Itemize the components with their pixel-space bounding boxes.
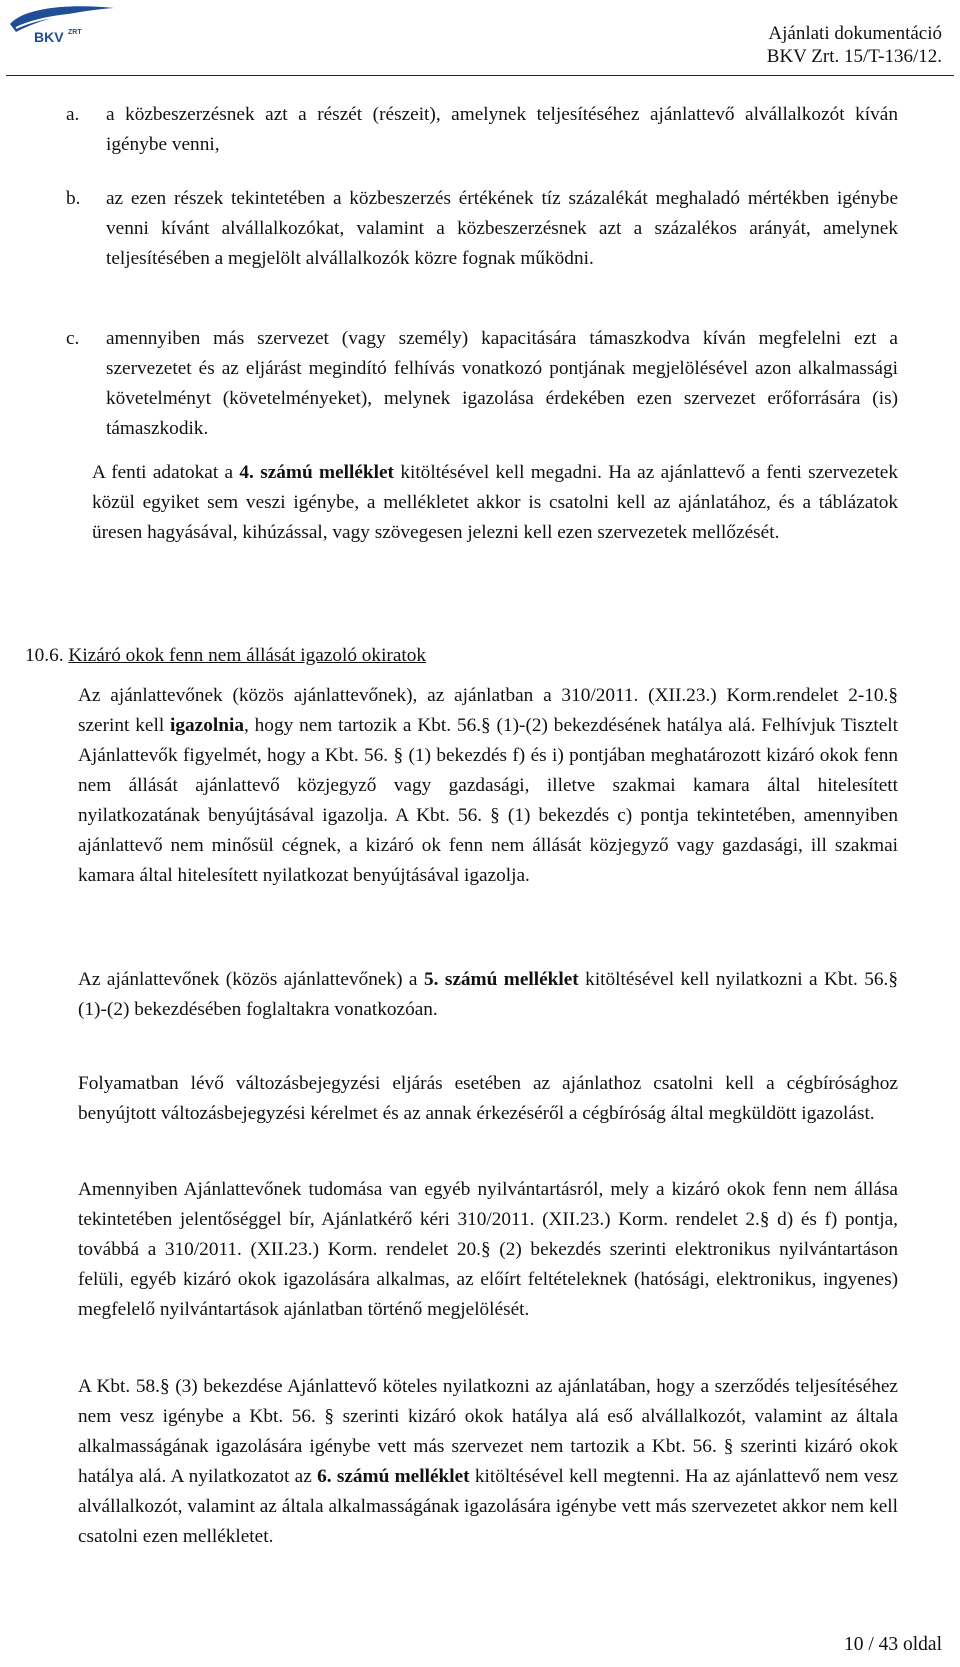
paragraph-5-melleklet [78, 965, 898, 1025]
bkv-logo [6, 2, 118, 46]
item-b-text: az ezen részek tekintetében a közbeszerzés értékének tíz százalékát meghaladó mértékben igénybe venni kívánt alvállalkozókat, valamint a közbeszerzésnek azt a százalékos arányát, amelynek teljesítésében a megjelölt alvállalkozók közre fognak működni. [106, 188, 898, 269]
logo-text: BKV [34, 29, 64, 45]
text-run: kitöltésével kell megtenni. Ha az ajánlattevő nem vesz alvállalkozót, valamint az általa alkalmasságának igazolására igénybe vett más szervezetet akkor nem kell csatolni ezen mellékletet. [78, 1466, 899, 1547]
paragraph-kbt-58 [78, 1372, 898, 1552]
doc-title: Ajánlati dokumentáció [768, 23, 942, 44]
item-b-label: b. [66, 188, 81, 209]
item-a-label: a. [66, 104, 80, 125]
text-run: Az ajánlattevőnek (közös ajánlattevőnek) a [78, 969, 424, 990]
bold-run: igazolnia [170, 715, 244, 736]
text-run: A fenti adatokat a [92, 462, 240, 483]
paragraph-fenti-adatok [92, 458, 898, 548]
bold-run: 6. számú melléklet [317, 1466, 470, 1487]
page-number: 10 / 43 oldal [843, 1634, 942, 1655]
text-run: Az ajánlattevőnek (közös ajánlattevőnek), az ajánlatban a 310/2011. (XII.23.) Korm.rendelet 2-10.§ szerint kell [78, 685, 898, 736]
item-a-text: a közbeszerzésnek azt a részét (részeit), amelynek teljesítéséhez ajánlattevő alvállalkozót kíván igénybe venni, [106, 104, 898, 155]
header-divider [6, 75, 954, 76]
section-number: 10.6. [25, 645, 64, 666]
item-c-text: amennyiben más szervezet (vagy személy) kapacitására támaszkodva kíván megfelelni ezt a szervezetet és az eljárást megindító felhívás vonatkozó pontjának megjelölésével azon alkalmassági követelményt (követelményeket), melynek igazolása érdekében ezen szervezet erőforrására (is) támaszkodik. [106, 328, 898, 439]
doc-ref: BKV Zrt. 15/T-136/12. [766, 46, 942, 67]
paragraph-valtozasbejegyzes: Folyamatban lévő változásbejegyzési eljárás esetében az ajánlathoz csatolni kell a cégbírósághoz benyújtott változásbejegyzési kérelmet és az annak érkezéséről a cégbíróság által megküldött igazolást. [78, 1073, 898, 1124]
bold-run: 5. számú melléklet [423, 969, 579, 990]
text-run: A Kbt. 58.§ (3) bekezdése Ajánlattevő köteles nyilatkozni az ajánlatában, hogy a szerződés teljesítéséhez nem vesz igénybe a Kbt. 56. § szerinti kizáró okok hatálya alá eső alvállalkozót, valamint az általa alkalmasságának igazolására igénybe vett más szervezet nem tartozik a Kbt. 56. § szerinti kizáró okok hatálya alá. A nyilatkozatot az [78, 1376, 898, 1487]
paragraph-igazolas [78, 681, 898, 891]
section-title: Kizáró okok fenn nem állását igazoló okiratok [68, 645, 427, 666]
paragraph-nyilvantartas: Amennyiben Ajánlattevőnek tudomása van egyéb nyilvántartásról, mely a kizáró okok fenn nem állása tekintetében jelentőséggel bír, Ajánlatkérő kéri 310/2011. (XII.23.) Korm. rendelet 2.§ d) és f) pontja, továbbá a 310/2011. (XII.23.) Korm. rendelet 20.§ (2) bekezdés szerinti elektronikus nyilvántartáson felüli, egyéb kizáró okok igazolására alkalmas, az előírt feltételeknek (hatósági, elektronikus, ingyenes) megfelelő nyilvántartások ajánlatban történő megjelölését. [78, 1179, 898, 1320]
item-c-label: c. [66, 328, 80, 349]
bold-run: 4. számú melléklet [239, 462, 394, 483]
text-run: kitöltésével kell nyilatkozni a Kbt. 56.§ (1)-(2) bekezdésében foglaltakra vonatkozóan. [78, 969, 898, 1020]
logo-sup: ZRT [68, 29, 82, 36]
page-header [0, 0, 960, 76]
text-run: kitöltésével kell megadni. Ha az ajánlattevő a fenti szervezetek közül egyiket sem veszi igénybe, a mellékletet akkor is csatolni kell az ajánlatához, és a táblázatok üresen hagyásával, kihúzással, vagy szövegesen jelezni kell ezen szervezetek mellőzését. [92, 462, 898, 543]
header-doc-info [767, 22, 942, 68]
section-heading [25, 641, 426, 671]
text-run: , hogy nem tartozik a Kbt. 56.§ (1)-(2) bekezdésének hatálya alá. Felhívjuk Tisztelt Ajánlattevők figyelmét, hogy a Kbt. 56. § (1) bekezdés f) és i) pontjában meghatározott kizáró okok fenn nem állását ajánlattevő közjegyző vagy gazdasági, illetve szakmai kamara által hitelesített nyilatkozatának benyújtásával igazolja. A Kbt. 56. § (1) bekezdés c) pontja tekintetében, amennyiben ajánlattevő nem minősül cégnek, a kizáró ok fenn nem állását közjegyző vagy gazdasági, ill szakmai kamara által hitelesített nyilatkozat benyújtásával igazolja. [78, 715, 898, 886]
